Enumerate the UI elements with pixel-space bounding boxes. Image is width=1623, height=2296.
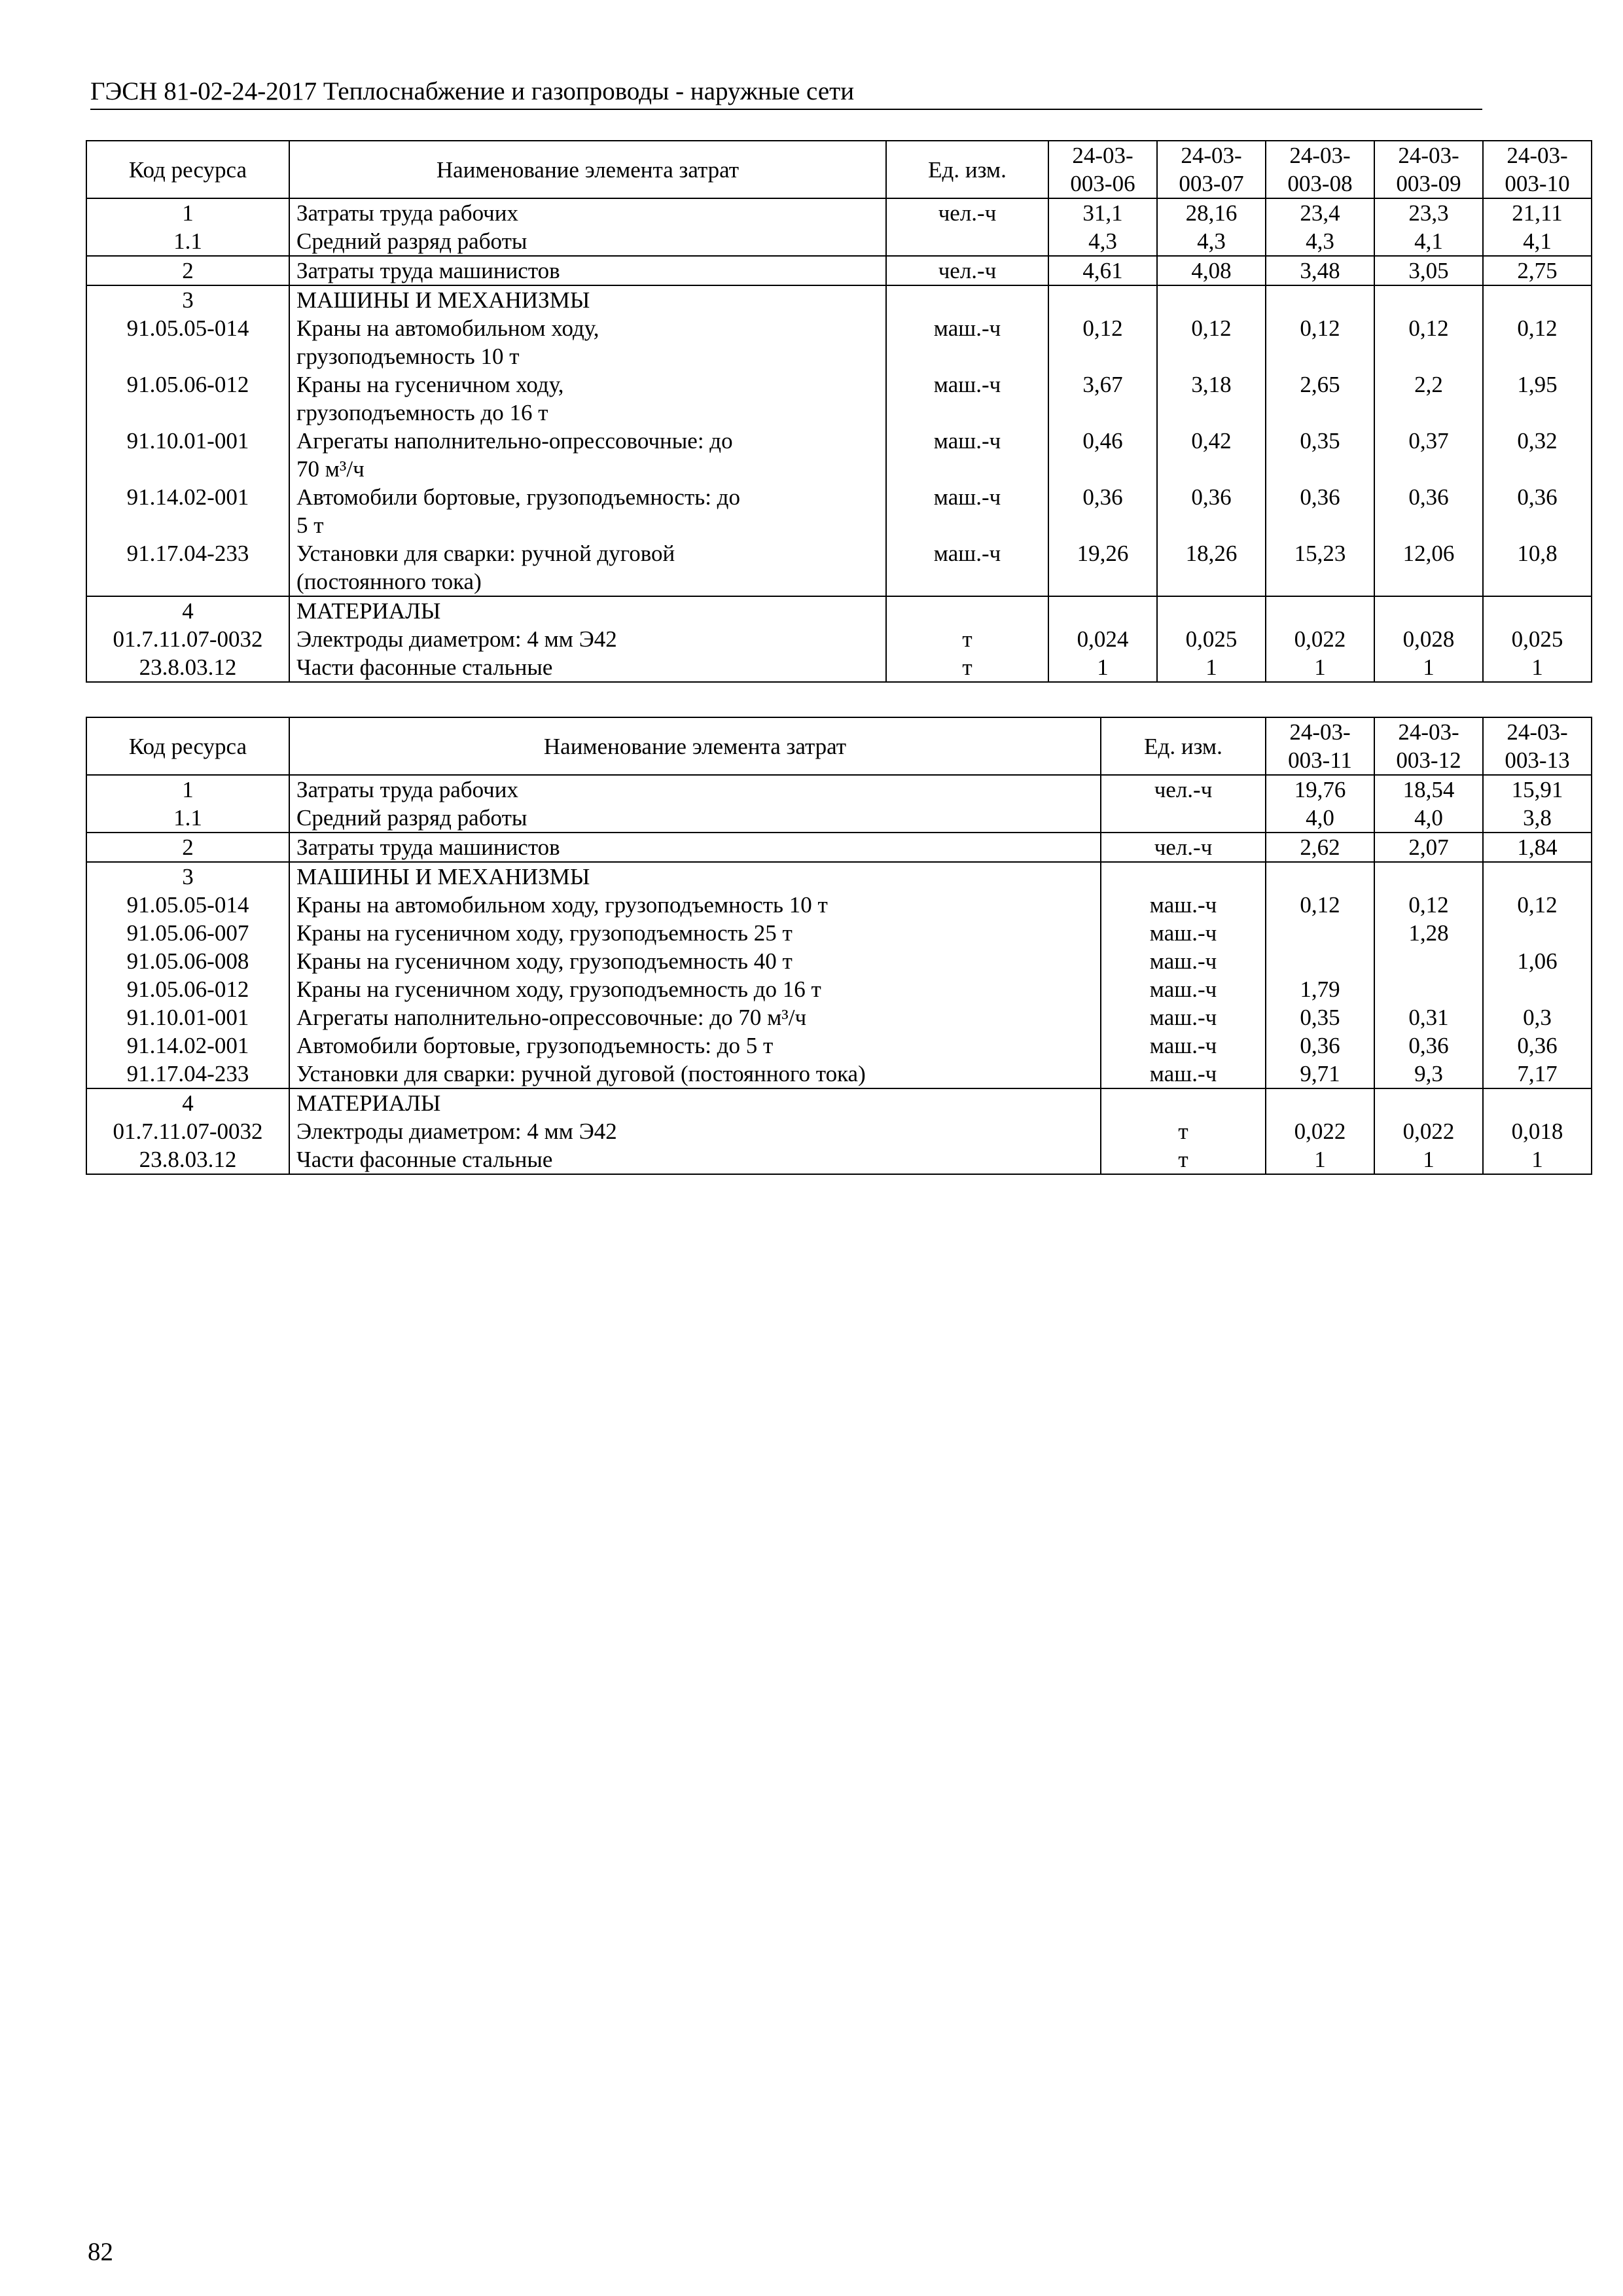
header-norm-code xyxy=(1374,717,1483,775)
header-norm-code-line: 24-03- xyxy=(1289,719,1351,745)
resource-name-line: Затраты труда рабочих xyxy=(296,200,518,226)
resource-name-line: Части фасонные стальные xyxy=(296,655,553,680)
resource-code: 1 xyxy=(86,775,289,804)
table-row xyxy=(86,1003,1592,1031)
unit-cell: маш.-ч xyxy=(886,539,1048,596)
resource-code: 91.05.06-012 xyxy=(86,975,289,1003)
resource-name-line: Агрегаты наполнительно-опрессовочные: до xyxy=(296,428,733,454)
resource-name-line: Затраты труда машинистов xyxy=(296,834,560,860)
table-row xyxy=(86,775,1592,804)
table-row xyxy=(86,483,1592,539)
resource-name xyxy=(289,483,886,539)
table-row xyxy=(86,947,1592,975)
table-row xyxy=(86,539,1592,596)
header-norm-code xyxy=(1483,717,1592,775)
resource-name-line: Установки для сварки: ручной дуговой xyxy=(296,541,675,566)
resource-name xyxy=(289,1088,1101,1117)
value-cell: 3,8 xyxy=(1483,804,1592,833)
value-cell: 18,54 xyxy=(1374,775,1483,804)
header-norm-code-line: 003-11 xyxy=(1288,747,1352,773)
resource-name xyxy=(289,198,886,227)
value-cell xyxy=(1266,285,1374,314)
table-row xyxy=(86,975,1592,1003)
resource-name-line: МАТЕРИАЛЫ xyxy=(296,1090,441,1116)
value-cell: 4,08 xyxy=(1157,256,1266,285)
header-norm-code-line: 003-13 xyxy=(1505,747,1570,773)
header-norm-code-line: 24-03- xyxy=(1289,143,1351,168)
table-row xyxy=(86,1031,1592,1060)
resource-name xyxy=(289,427,886,483)
value-cell: 0,36 xyxy=(1157,483,1266,539)
table-row xyxy=(86,370,1592,427)
table-row xyxy=(86,1145,1592,1174)
value-cell: 0,46 xyxy=(1048,427,1157,483)
resource-name-line: 5 т xyxy=(296,512,324,538)
value-cell: 4,3 xyxy=(1048,227,1157,256)
table-row xyxy=(86,833,1592,862)
unit-cell: маш.-ч xyxy=(1101,1060,1266,1088)
value-cell: 0,022 xyxy=(1374,1117,1483,1145)
resource-name xyxy=(289,1031,1101,1060)
value-cell: 0,32 xyxy=(1483,427,1592,483)
resource-name xyxy=(289,370,886,427)
value-cell: 0,35 xyxy=(1266,427,1374,483)
value-cell: 0,12 xyxy=(1266,891,1374,919)
value-cell: 0,12 xyxy=(1483,314,1592,370)
value-cell xyxy=(1266,596,1374,625)
resource-name-line: Краны на гусеничном ходу, грузоподъемность до 16 т xyxy=(296,977,821,1002)
table-row xyxy=(86,596,1592,625)
document-title: ГЭСН 81-02-24-2017 Теплоснабжение и газопроводы - наружные сети xyxy=(90,77,855,105)
value-cell: 1,84 xyxy=(1483,833,1592,862)
table-row xyxy=(86,427,1592,483)
unit-cell: маш.-ч xyxy=(1101,1031,1266,1060)
value-cell: 0,12 xyxy=(1374,314,1483,370)
value-cell: 0,025 xyxy=(1157,625,1266,653)
unit-cell: чел.-ч xyxy=(1101,775,1266,804)
value-cell xyxy=(1266,1088,1374,1117)
resource-code: 2 xyxy=(86,256,289,285)
value-cell: 0,36 xyxy=(1374,1031,1483,1060)
value-cell: 4,1 xyxy=(1374,227,1483,256)
table-row xyxy=(86,1060,1592,1088)
value-cell: 12,06 xyxy=(1374,539,1483,596)
resource-code: 91.17.04-233 xyxy=(86,1060,289,1088)
value-cell: 3,67 xyxy=(1048,370,1157,427)
resource-name xyxy=(289,596,886,625)
unit-cell: маш.-ч xyxy=(1101,947,1266,975)
value-cell: 3,18 xyxy=(1157,370,1266,427)
unit-cell: маш.-ч xyxy=(1101,891,1266,919)
resource-code: 1.1 xyxy=(86,227,289,256)
value-cell: 1,06 xyxy=(1483,947,1592,975)
resource-code: 4 xyxy=(86,596,289,625)
value-cell: 4,61 xyxy=(1048,256,1157,285)
resource-code: 91.10.01-001 xyxy=(86,427,289,483)
resource-name xyxy=(289,1117,1101,1145)
resource-name-line: Краны на гусеничном ходу, грузоподъемность 25 т xyxy=(296,920,793,946)
value-cell xyxy=(1483,596,1592,625)
header-name: Наименование элемента затрат xyxy=(289,717,1101,775)
resource-name-line: Электроды диаметром: 4 мм Э42 xyxy=(296,1119,617,1144)
value-cell: 2,2 xyxy=(1374,370,1483,427)
value-cell: 31,1 xyxy=(1048,198,1157,227)
page-number: 82 xyxy=(88,2238,113,2266)
value-cell xyxy=(1048,596,1157,625)
header-norm-code-line: 24-03- xyxy=(1507,719,1568,745)
header-norm-code xyxy=(1374,141,1483,198)
value-cell xyxy=(1374,596,1483,625)
value-cell: 23,4 xyxy=(1266,198,1374,227)
value-cell: 4,3 xyxy=(1266,227,1374,256)
value-cell xyxy=(1048,285,1157,314)
value-cell: 1,79 xyxy=(1266,975,1374,1003)
resource-name xyxy=(289,653,886,682)
header-norm-code-line: 003-07 xyxy=(1179,171,1244,196)
value-cell xyxy=(1157,596,1266,625)
resource-code: 91.17.04-233 xyxy=(86,539,289,596)
resource-name xyxy=(289,227,886,256)
resource-name-line: Установки для сварки: ручной дуговой (постоянного тока) xyxy=(296,1061,866,1086)
resource-name xyxy=(289,625,886,653)
value-cell: 1 xyxy=(1266,1145,1374,1174)
resource-name-line: (постоянного тока) xyxy=(296,569,482,594)
unit-cell: маш.-ч xyxy=(886,427,1048,483)
value-cell xyxy=(1266,862,1374,891)
header-norm-code xyxy=(1157,141,1266,198)
resource-name-line: Краны на автомобильном ходу, xyxy=(296,315,599,341)
resource-name-line: Автомобили бортовые, грузоподъемность: до xyxy=(296,484,740,510)
value-cell: 0,42 xyxy=(1157,427,1266,483)
value-cell: 0,018 xyxy=(1483,1117,1592,1145)
unit-cell: маш.-ч xyxy=(1101,975,1266,1003)
value-cell: 0,36 xyxy=(1266,483,1374,539)
resource-name xyxy=(289,256,886,285)
header-norm-code-line: 24-03- xyxy=(1507,143,1568,168)
value-cell: 2,07 xyxy=(1374,833,1483,862)
resource-name-line: 70 м³/ч xyxy=(296,456,365,482)
resource-name-line: МАШИНЫ И МЕХАНИЗМЫ xyxy=(296,864,590,889)
resource-name xyxy=(289,919,1101,947)
resource-code: 91.14.02-001 xyxy=(86,483,289,539)
resource-name-line: грузоподъемность до 16 т xyxy=(296,400,548,425)
value-cell xyxy=(1374,1088,1483,1117)
header-norm-code-line: 003-09 xyxy=(1396,171,1461,196)
table-row xyxy=(86,198,1592,227)
resource-name xyxy=(289,975,1101,1003)
header-name: Наименование элемента затрат xyxy=(289,141,886,198)
resource-table-2 xyxy=(86,717,1592,1175)
resource-code: 91.05.06-007 xyxy=(86,919,289,947)
value-cell xyxy=(1266,919,1374,947)
value-cell: 19,26 xyxy=(1048,539,1157,596)
value-cell: 0,12 xyxy=(1266,314,1374,370)
value-cell xyxy=(1483,919,1592,947)
resource-name xyxy=(289,891,1101,919)
resource-name-line: МАШИНЫ И МЕХАНИЗМЫ xyxy=(296,287,590,313)
header-norm-code-line: 24-03- xyxy=(1181,143,1242,168)
table-row xyxy=(86,804,1592,833)
resource-name-line: грузоподъемность 10 т xyxy=(296,344,520,369)
value-cell: 9,3 xyxy=(1374,1060,1483,1088)
header-row xyxy=(86,717,1592,775)
resource-code: 23.8.03.12 xyxy=(86,1145,289,1174)
unit-cell: маш.-ч xyxy=(1101,919,1266,947)
header-unit: Ед. изм. xyxy=(886,141,1048,198)
resource-table-1 xyxy=(86,140,1592,683)
value-cell: 1 xyxy=(1374,653,1483,682)
value-cell: 1 xyxy=(1483,653,1592,682)
unit-cell xyxy=(886,596,1048,625)
header-norm-code xyxy=(1483,141,1592,198)
value-cell: 15,91 xyxy=(1483,775,1592,804)
resource-name-line: Затраты труда машинистов xyxy=(296,258,560,283)
unit-cell: маш.-ч xyxy=(886,483,1048,539)
unit-cell: маш.-ч xyxy=(886,370,1048,427)
resource-name xyxy=(289,1003,1101,1031)
table-row xyxy=(86,653,1592,682)
resource-code: 23.8.03.12 xyxy=(86,653,289,682)
value-cell: 2,62 xyxy=(1266,833,1374,862)
value-cell: 10,8 xyxy=(1483,539,1592,596)
value-cell: 1,95 xyxy=(1483,370,1592,427)
resource-name-line: Части фасонные стальные xyxy=(296,1147,553,1172)
header-row xyxy=(86,141,1592,198)
resource-code: 91.05.05-014 xyxy=(86,314,289,370)
header-norm-code-line: 24-03- xyxy=(1072,143,1133,168)
table-row xyxy=(86,891,1592,919)
value-cell: 0,37 xyxy=(1374,427,1483,483)
resource-name xyxy=(289,947,1101,975)
resource-name-line: Электроды диаметром: 4 мм Э42 xyxy=(296,626,617,652)
header-norm-code-line: 003-12 xyxy=(1396,747,1461,773)
resource-name-line: Автомобили бортовые, грузоподъемность: до 5 т xyxy=(296,1033,774,1058)
resource-name-line: Затраты труда рабочих xyxy=(296,777,518,802)
resource-name xyxy=(289,775,1101,804)
value-cell: 0,36 xyxy=(1374,483,1483,539)
header-norm-code-line: 003-10 xyxy=(1505,171,1570,196)
value-cell: 4,1 xyxy=(1483,227,1592,256)
value-cell: 0,36 xyxy=(1048,483,1157,539)
unit-cell: чел.-ч xyxy=(886,256,1048,285)
value-cell: 1 xyxy=(1266,653,1374,682)
value-cell: 1 xyxy=(1048,653,1157,682)
resource-name xyxy=(289,314,886,370)
value-cell: 0,31 xyxy=(1374,1003,1483,1031)
value-cell: 0,022 xyxy=(1266,1117,1374,1145)
unit-cell xyxy=(1101,804,1266,833)
value-cell: 1,28 xyxy=(1374,919,1483,947)
header-code: Код ресурса xyxy=(86,717,289,775)
value-cell xyxy=(1483,975,1592,1003)
unit-cell xyxy=(1101,862,1266,891)
resource-code: 3 xyxy=(86,285,289,314)
value-cell xyxy=(1266,947,1374,975)
header-unit: Ед. изм. xyxy=(1101,717,1266,775)
table-row xyxy=(86,1088,1592,1117)
header-norm-code-line: 003-08 xyxy=(1287,171,1353,196)
value-cell: 0,025 xyxy=(1483,625,1592,653)
table-row xyxy=(86,862,1592,891)
resource-code: 1.1 xyxy=(86,804,289,833)
value-cell xyxy=(1157,285,1266,314)
header-norm-code xyxy=(1048,141,1157,198)
value-cell xyxy=(1483,1088,1592,1117)
value-cell: 0,12 xyxy=(1374,891,1483,919)
resource-code: 91.10.01-001 xyxy=(86,1003,289,1031)
resource-name-line: Краны на гусеничном ходу, xyxy=(296,372,564,397)
header-norm-code-line: 003-06 xyxy=(1070,171,1135,196)
value-cell: 4,0 xyxy=(1266,804,1374,833)
value-cell: 9,71 xyxy=(1266,1060,1374,1088)
value-cell: 19,76 xyxy=(1266,775,1374,804)
resource-name xyxy=(289,285,886,314)
table-row xyxy=(86,285,1592,314)
value-cell: 0,36 xyxy=(1483,483,1592,539)
value-cell: 4,3 xyxy=(1157,227,1266,256)
value-cell: 0,35 xyxy=(1266,1003,1374,1031)
header-norm-code xyxy=(1266,141,1374,198)
table-row xyxy=(86,256,1592,285)
value-cell: 2,65 xyxy=(1266,370,1374,427)
value-cell: 21,11 xyxy=(1483,198,1592,227)
resource-code: 1 xyxy=(86,198,289,227)
value-cell xyxy=(1374,975,1483,1003)
header-norm-code-line: 24-03- xyxy=(1398,143,1459,168)
resource-name xyxy=(289,1145,1101,1174)
resource-code: 91.05.06-008 xyxy=(86,947,289,975)
resource-name xyxy=(289,833,1101,862)
unit-cell: т xyxy=(886,625,1048,653)
header-code: Код ресурса xyxy=(86,141,289,198)
value-cell: 2,75 xyxy=(1483,256,1592,285)
resource-code: 2 xyxy=(86,833,289,862)
value-cell xyxy=(1374,285,1483,314)
value-cell: 0,12 xyxy=(1157,314,1266,370)
resource-name xyxy=(289,804,1101,833)
resource-code: 4 xyxy=(86,1088,289,1117)
resource-code: 91.14.02-001 xyxy=(86,1031,289,1060)
table-row xyxy=(86,314,1592,370)
resource-code: 91.05.06-012 xyxy=(86,370,289,427)
unit-cell: маш.-ч xyxy=(886,314,1048,370)
value-cell: 28,16 xyxy=(1157,198,1266,227)
resource-name-line: Краны на автомобильном ходу, грузоподъемность 10 т xyxy=(296,892,828,918)
unit-cell xyxy=(886,285,1048,314)
resource-code: 01.7.11.07-0032 xyxy=(86,625,289,653)
table-row xyxy=(86,1117,1592,1145)
unit-cell xyxy=(1101,1088,1266,1117)
value-cell: 0,3 xyxy=(1483,1003,1592,1031)
value-cell: 4,0 xyxy=(1374,804,1483,833)
value-cell: 23,3 xyxy=(1374,198,1483,227)
table-row xyxy=(86,919,1592,947)
unit-cell: т xyxy=(1101,1117,1266,1145)
value-cell xyxy=(1374,862,1483,891)
page-header xyxy=(90,77,1482,110)
value-cell: 0,36 xyxy=(1266,1031,1374,1060)
value-cell: 18,26 xyxy=(1157,539,1266,596)
resource-name-line: Агрегаты наполнительно-опрессовочные: до 70 м³/ч xyxy=(296,1005,807,1030)
value-cell: 3,05 xyxy=(1374,256,1483,285)
value-cell: 0,12 xyxy=(1483,891,1592,919)
unit-cell: чел.-ч xyxy=(1101,833,1266,862)
resource-name xyxy=(289,1060,1101,1088)
value-cell xyxy=(1483,285,1592,314)
unit-cell: маш.-ч xyxy=(1101,1003,1266,1031)
value-cell: 1 xyxy=(1374,1145,1483,1174)
value-cell: 1 xyxy=(1157,653,1266,682)
value-cell xyxy=(1374,947,1483,975)
header-norm-code xyxy=(1266,717,1374,775)
value-cell: 0,028 xyxy=(1374,625,1483,653)
resource-name xyxy=(289,862,1101,891)
resource-code: 3 xyxy=(86,862,289,891)
resource-name-line: Средний разряд работы xyxy=(296,228,527,254)
value-cell: 0,022 xyxy=(1266,625,1374,653)
value-cell: 0,12 xyxy=(1048,314,1157,370)
value-cell: 0,024 xyxy=(1048,625,1157,653)
value-cell: 0,36 xyxy=(1483,1031,1592,1060)
table-row xyxy=(86,625,1592,653)
header-norm-code-line: 24-03- xyxy=(1398,719,1459,745)
value-cell xyxy=(1483,862,1592,891)
resource-name xyxy=(289,539,886,596)
value-cell: 15,23 xyxy=(1266,539,1374,596)
resource-code: 91.05.05-014 xyxy=(86,891,289,919)
resource-code: 01.7.11.07-0032 xyxy=(86,1117,289,1145)
value-cell: 1 xyxy=(1483,1145,1592,1174)
unit-cell xyxy=(886,227,1048,256)
unit-cell: т xyxy=(1101,1145,1266,1174)
resource-name-line: Краны на гусеничном ходу, грузоподъемность 40 т xyxy=(296,948,793,974)
unit-cell: чел.-ч xyxy=(886,198,1048,227)
resource-name-line: Средний разряд работы xyxy=(296,805,527,831)
resource-name-line: МАТЕРИАЛЫ xyxy=(296,598,441,624)
table-row xyxy=(86,227,1592,256)
value-cell: 3,48 xyxy=(1266,256,1374,285)
unit-cell: т xyxy=(886,653,1048,682)
value-cell: 7,17 xyxy=(1483,1060,1592,1088)
